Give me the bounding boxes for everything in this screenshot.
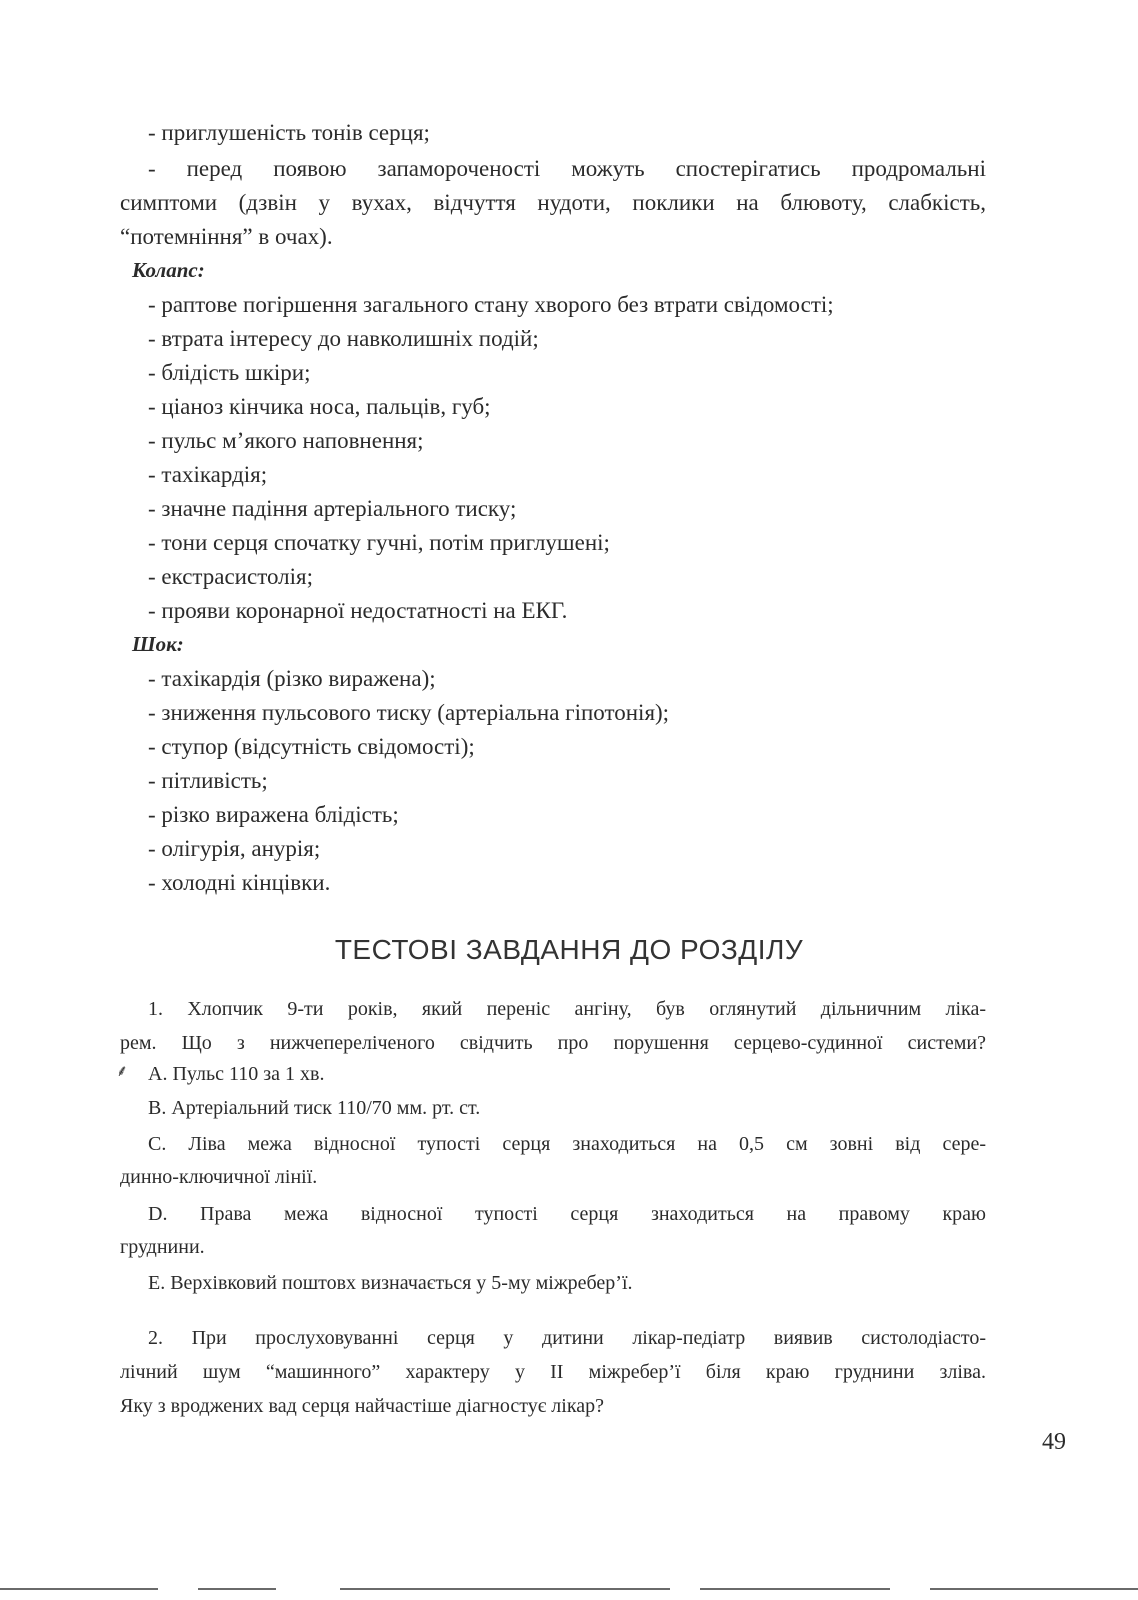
shock-item: - тахікардія (різко виражена); <box>148 666 436 691</box>
collapse-item: - екстрасистолія; <box>148 564 313 589</box>
question-2-text: Яку з вроджених вад серця найчастіше діагностує лікар? <box>120 1395 605 1417</box>
collapse-item: - тахікардія; <box>148 462 268 487</box>
shock-item: - пітливість; <box>148 768 268 793</box>
collapse-heading: Колапс: <box>132 258 205 282</box>
option-d: D. Права межа відносної тупості серця знаходиться на правому краю <box>148 1203 986 1225</box>
bottom-rule <box>198 1588 276 1590</box>
collapse-item: - блідість шкіри; <box>148 360 311 385</box>
question-2-text: лічний шум “машинного” характеру у ІІ міжребер’ї біля краю груднини зліва. <box>120 1361 986 1383</box>
collapse-item: - ціаноз кінчика носа, пальців, губ; <box>148 394 491 419</box>
text-line: - перед появою запамороченості можуть спостерігатись продромальні <box>148 156 986 181</box>
question-1-text: 1. Хлопчик 9-ти років, який переніс ангіну, був оглянутий дільничним ліка- <box>148 998 986 1020</box>
shock-item: - зниження пульсового тиску (артеріальна гіпотонія); <box>148 700 670 725</box>
shock-item: - олігурія, анурія; <box>148 836 321 861</box>
option-c: С. Ліва межа відносної тупості серця знаходиться на 0,5 см зовні від сере- <box>148 1133 986 1155</box>
collapse-item: - прояви коронарної недостатності на ЕКГ. <box>148 598 568 623</box>
bottom-rule <box>700 1588 890 1590</box>
shock-item: - різко виражена блідість; <box>148 802 399 827</box>
bottom-rule <box>340 1588 670 1590</box>
shock-item: - холодні кінцівки. <box>148 870 331 895</box>
question-1-text: рем. Що з нижчепереліченого свідчить про порушення серцево-судинної системи? <box>120 1032 986 1054</box>
bottom-rule <box>930 1588 1138 1590</box>
option-c-cont: динно-ключичної лінії. <box>120 1166 318 1188</box>
text-line: “потемніння” в очах). <box>120 224 333 249</box>
shock-item: - ступор (відсутність свідомості); <box>148 734 475 759</box>
section-title: ТЕСТОВІ ЗАВДАННЯ ДО РОЗДІЛУ <box>334 934 804 965</box>
collapse-item: - втрата інтересу до навколишніх подій; <box>148 326 539 351</box>
option-d-cont: груднини. <box>120 1236 205 1258</box>
bottom-rule <box>0 1588 158 1590</box>
shock-heading: Шок: <box>132 632 184 656</box>
collapse-item: - тони серця спочатку гучні, потім приглушені; <box>148 530 610 555</box>
question-2-text: 2. При прослуховуванні серця у дитини лікар-педіатр виявив систолодіасто- <box>148 1327 986 1349</box>
option-e: Е. Верхівковий поштовх визначається у 5-му міжребер’ї. <box>148 1272 633 1294</box>
text-line: симптоми (дзвін у вухах, відчуття нудоти, поклики на блювоту, слабкість, <box>120 190 986 215</box>
answer-mark: ⸙ <box>116 1063 129 1080</box>
option-a: А. Пульс 110 за 1 хв. <box>148 1063 325 1085</box>
page-number: 49 <box>1042 1429 1066 1455</box>
collapse-item: - пульс м’якого наповнення; <box>148 428 424 453</box>
text-line: - приглушеність тонів серця; <box>148 120 430 145</box>
option-b: В. Артеріальний тиск 110/70 мм. рт. ст. <box>148 1097 481 1119</box>
collapse-item: - раптове погіршення загального стану хворого без втрати свідомості; <box>148 292 834 317</box>
collapse-item: - значне падіння артеріального тиску; <box>148 496 517 521</box>
